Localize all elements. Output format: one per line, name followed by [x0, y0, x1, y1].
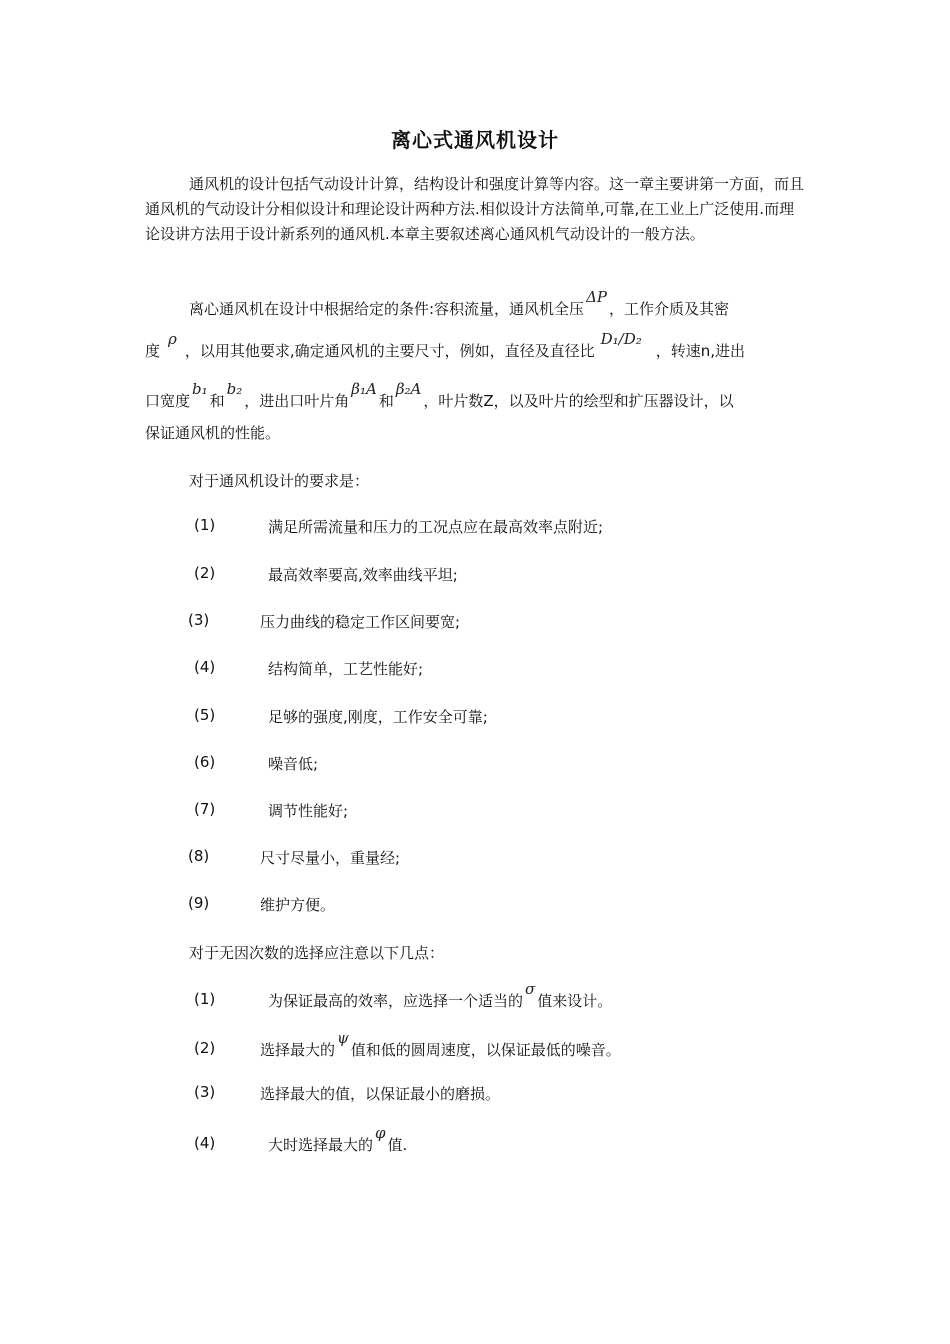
formula-beta1a: β₁A	[351, 380, 377, 398]
document-title: 离心式通风机设计	[391, 128, 559, 152]
p2-text: ，以用其他要求,确定通风机的主要尺寸，例如，直径及直径比	[184, 342, 595, 360]
formula-psi: ψ	[337, 1029, 349, 1047]
list-item-number: (4)	[194, 1134, 216, 1152]
intro-paragraph: 通风机的设计包括气动设计计算，结构设计和强度计算等内容。这一章主要讲第一方面，而且通风机的气动设计分相似设计和理论设计两种方法.相似设计方法简单,可靠,在工业上广泛使用.而理论设讲方法用于设计新系列的通风机.本章主要叙述离心通风机气动设计的一般方法。	[145, 175, 805, 243]
requirements-heading: 对于通风机设计的要求是：	[189, 472, 370, 490]
list-item-number: (1)	[194, 990, 216, 1008]
p2-text: 离心通风机在设计中根据给定的条件:容积流量，通风机全压	[189, 300, 585, 318]
list-item-number: (1)	[194, 516, 216, 534]
list-item-text: 尺寸尽量小，重量经;	[260, 849, 401, 867]
list-item-text: 为保证最高的效率，应选择一个适当的σ值来设计。	[268, 980, 613, 1010]
list-item-text: 大时选择最大的φ值.	[268, 1124, 408, 1154]
formula-beta2a: β₂A	[395, 380, 422, 398]
p2-line-2	[145, 330, 746, 361]
p2-text: ，转速n,进出	[655, 342, 746, 360]
formula-b2: b₂	[226, 380, 243, 398]
list-item-number: (5)	[194, 706, 216, 724]
list-item-text: 足够的强度,刚度，工作安全可靠;	[268, 708, 488, 726]
list-item-number: (8)	[188, 847, 210, 865]
list-item-number: (3)	[194, 1083, 216, 1101]
list-item-text: 维护方便。	[260, 896, 336, 914]
list-item-number: (7)	[194, 800, 216, 818]
p2-text: ，工作介质及其密	[609, 300, 730, 318]
list-item-text: 选择最大的值，以保证最小的磨损。	[260, 1085, 501, 1103]
list-item-text: 选择最大的ψ值和低的圆周速度，以保证最低的噪音。	[260, 1029, 621, 1059]
p2-line-3	[145, 380, 734, 411]
p2-line-4: 保证通风机的性能。	[145, 424, 281, 442]
p2-text: ，进出口叶片角	[244, 392, 350, 410]
list-item-number: (4)	[194, 658, 216, 676]
p2-text: ，叶片数Z，以及叶片的绘型和扩压器设计，以	[423, 392, 734, 410]
list-item-number: (3)	[188, 611, 210, 629]
list-item-text: 最高效率要高,效率曲线平坦;	[268, 566, 458, 584]
list-item-text: 满足所需流量和压力的工况点应在最高效率点附近;	[268, 518, 604, 536]
list-item-number: (9)	[188, 894, 210, 912]
formula-sigma: σ	[525, 980, 536, 998]
list-item-number: (2)	[194, 564, 216, 582]
formula-b1: b₁	[192, 380, 208, 398]
list-item-text: 调节性能好;	[268, 802, 349, 820]
formula-rho: ρ	[168, 330, 177, 348]
list-item-number: (6)	[194, 753, 216, 771]
p2-text: 和	[378, 392, 394, 410]
list-item-text: 结构简单，工艺性能好;	[268, 660, 424, 678]
dimensionless-heading: 对于无因次数的选择应注意以下几点：	[189, 944, 445, 962]
p2-text: 和	[209, 392, 225, 410]
list-item-text: 噪音低;	[268, 755, 319, 773]
formula-phi: φ	[375, 1124, 386, 1142]
p2-text: 口宽度	[145, 392, 191, 410]
formula-diameter-ratio: D₁/D₂	[600, 330, 642, 348]
list-item-text: 压力曲线的稳定工作区间要宽;	[260, 613, 461, 631]
list-item-number: (2)	[194, 1039, 216, 1057]
p2-text: 度	[145, 342, 161, 360]
formula-delta-p: ΔP	[586, 288, 607, 306]
p2-line-1	[189, 288, 730, 319]
